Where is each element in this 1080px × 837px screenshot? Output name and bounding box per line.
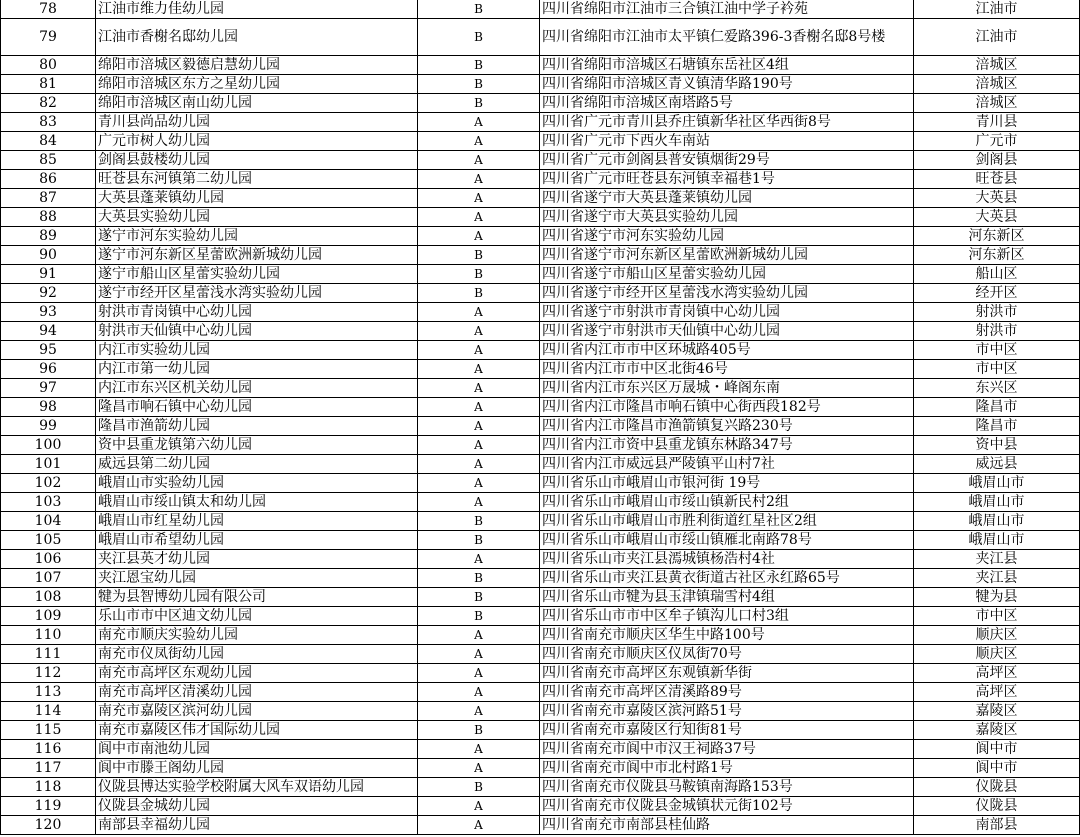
kindergarten-name-cell: 南充市高坪区东观幼儿园	[96, 664, 418, 683]
table-row	[1, 0, 1080, 19]
level-cell: A	[418, 341, 540, 360]
address-cell: 四川省南充市嘉陵区行知街81号	[540, 721, 914, 740]
row-number-cell: 116	[1, 740, 96, 759]
row-number-cell: 91	[1, 265, 96, 284]
row-number-cell: 113	[1, 683, 96, 702]
kindergarten-name-cell: 江油市维力佳幼儿园	[96, 0, 418, 19]
table-row	[1, 113, 1080, 132]
level-cell: A	[418, 550, 540, 569]
district-cell: 河东新区	[914, 227, 1080, 246]
row-number-cell: 95	[1, 341, 96, 360]
level-cell: A	[418, 455, 540, 474]
row-number-cell: 119	[1, 797, 96, 816]
level-cell: B	[418, 56, 540, 75]
row-number-cell: 92	[1, 284, 96, 303]
kindergarten-name-cell: 峨眉山市红星幼儿园	[96, 512, 418, 531]
level-cell: A	[418, 759, 540, 778]
level-cell: B	[418, 75, 540, 94]
address-cell: 四川省绵阳市涪城区石塘镇东岳社区4组	[540, 56, 914, 75]
district-cell: 经开区	[914, 284, 1080, 303]
level-cell: B	[418, 607, 540, 626]
table-row	[1, 436, 1080, 455]
level-cell: A	[418, 303, 540, 322]
address-cell: 四川省南充市顺庆区华生中路100号	[540, 626, 914, 645]
district-cell: 江油市	[914, 0, 1080, 19]
address-cell: 四川省遂宁市射洪市青岗镇中心幼儿园	[540, 303, 914, 322]
row-number-cell: 83	[1, 113, 96, 132]
row-number-cell: 112	[1, 664, 96, 683]
address-cell: 四川省乐山市峨眉山市胜利街道红星社区2组	[540, 512, 914, 531]
table-row	[1, 797, 1080, 816]
row-number-cell: 100	[1, 436, 96, 455]
district-cell: 市中区	[914, 607, 1080, 626]
table-row	[1, 360, 1080, 379]
table-row	[1, 284, 1080, 303]
district-cell: 峨眉山市	[914, 493, 1080, 512]
level-cell: A	[418, 797, 540, 816]
district-cell: 大英县	[914, 208, 1080, 227]
level-cell: B	[418, 588, 540, 607]
row-number-cell: 115	[1, 721, 96, 740]
kindergarten-name-cell: 大英县蓬莱镇幼儿园	[96, 189, 418, 208]
table-row	[1, 474, 1080, 493]
district-cell: 高坪区	[914, 683, 1080, 702]
level-cell: B	[418, 246, 540, 265]
level-cell: A	[418, 398, 540, 417]
kindergarten-name-cell: 犍为县智博幼儿园有限公司	[96, 588, 418, 607]
level-cell: A	[418, 113, 540, 132]
level-cell: A	[418, 189, 540, 208]
row-number-cell: 94	[1, 322, 96, 341]
table-body	[1, 0, 1080, 835]
address-cell: 四川省遂宁市船山区星蕾实验幼儿园	[540, 265, 914, 284]
kindergarten-name-cell: 夹江恩宝幼儿园	[96, 569, 418, 588]
district-cell: 船山区	[914, 265, 1080, 284]
kindergarten-name-cell: 阆中市滕王阁幼儿园	[96, 759, 418, 778]
district-cell: 射洪市	[914, 322, 1080, 341]
kindergarten-name-cell: 南充市嘉陵区滨河幼儿园	[96, 702, 418, 721]
table-row	[1, 151, 1080, 170]
district-cell: 资中县	[914, 436, 1080, 455]
table-row	[1, 227, 1080, 246]
address-cell: 四川省遂宁市大英县实验幼儿园	[540, 208, 914, 227]
table-row	[1, 702, 1080, 721]
district-cell: 市中区	[914, 341, 1080, 360]
district-cell: 河东新区	[914, 246, 1080, 265]
row-number-cell: 111	[1, 645, 96, 664]
address-cell: 四川省南充市高坪区东观镇新华街	[540, 664, 914, 683]
address-cell: 四川省内江市东兴区万晟城・峰阁东南	[540, 379, 914, 398]
address-cell: 四川省绵阳市江油市三合镇江油中学子衿苑	[540, 0, 914, 19]
district-cell: 顺庆区	[914, 626, 1080, 645]
kindergarten-name-cell: 遂宁市河东实验幼儿园	[96, 227, 418, 246]
row-number-cell: 99	[1, 417, 96, 436]
kindergarten-name-cell: 隆昌市响石镇中心幼儿园	[96, 398, 418, 417]
kindergarten-name-cell: 峨眉山市绥山镇太和幼儿园	[96, 493, 418, 512]
district-cell: 市中区	[914, 360, 1080, 379]
level-cell: A	[418, 740, 540, 759]
table-row	[1, 341, 1080, 360]
district-cell: 峨眉山市	[914, 512, 1080, 531]
address-cell: 四川省南充市仪陇县马鞍镇南海路153号	[540, 778, 914, 797]
address-cell: 四川省南充市嘉陵区滨河路51号	[540, 702, 914, 721]
row-number-cell: 89	[1, 227, 96, 246]
row-number-cell: 107	[1, 569, 96, 588]
level-cell: A	[418, 702, 540, 721]
kindergarten-name-cell: 南充市顺庆实验幼儿园	[96, 626, 418, 645]
address-cell: 四川省遂宁市河东实验幼儿园	[540, 227, 914, 246]
kindergarten-name-cell: 射洪市青岗镇中心幼儿园	[96, 303, 418, 322]
district-cell: 隆昌市	[914, 417, 1080, 436]
table-row	[1, 398, 1080, 417]
level-cell: A	[418, 626, 540, 645]
address-cell: 四川省遂宁市射洪市天仙镇中心幼儿园	[540, 322, 914, 341]
district-cell: 涪城区	[914, 56, 1080, 75]
address-cell: 四川省内江市市中区北街46号	[540, 360, 914, 379]
district-cell: 仪陇县	[914, 778, 1080, 797]
district-cell: 大英县	[914, 189, 1080, 208]
row-number-cell: 120	[1, 816, 96, 835]
kindergarten-name-cell: 资中县重龙镇第六幼儿园	[96, 436, 418, 455]
level-cell: A	[418, 664, 540, 683]
kindergarten-name-cell: 绵阳市涪城区东方之星幼儿园	[96, 75, 418, 94]
level-cell: B	[418, 778, 540, 797]
address-cell: 四川省乐山市峨眉山市银河街 19号	[540, 474, 914, 493]
address-cell: 四川省遂宁市经开区星蕾浅水湾实验幼儿园	[540, 284, 914, 303]
table-row	[1, 132, 1080, 151]
address-cell: 四川省乐山市夹江县黄衣街道古社区永红路65号	[540, 569, 914, 588]
kindergarten-name-cell: 剑阁县鼓楼幼儿园	[96, 151, 418, 170]
address-cell: 四川省内江市隆昌市渔箭镇复兴路230号	[540, 417, 914, 436]
district-cell: 旺苍县	[914, 170, 1080, 189]
address-cell: 四川省绵阳市涪城区南塔路5号	[540, 94, 914, 113]
table-row	[1, 778, 1080, 797]
district-cell: 涪城区	[914, 94, 1080, 113]
table-row	[1, 664, 1080, 683]
kindergarten-name-cell: 遂宁市经开区星蕾浅水湾实验幼儿园	[96, 284, 418, 303]
row-number-cell: 86	[1, 170, 96, 189]
address-cell: 四川省南充市阆中市汉王祠路37号	[540, 740, 914, 759]
table-row	[1, 19, 1080, 56]
district-cell: 顺庆区	[914, 645, 1080, 664]
district-cell: 隆昌市	[914, 398, 1080, 417]
row-number-cell: 84	[1, 132, 96, 151]
row-number-cell: 109	[1, 607, 96, 626]
level-cell: B	[418, 284, 540, 303]
kindergarten-name-cell: 夹江县英才幼儿园	[96, 550, 418, 569]
kindergarten-name-cell: 射洪市天仙镇中心幼儿园	[96, 322, 418, 341]
table-row	[1, 607, 1080, 626]
row-number-cell: 93	[1, 303, 96, 322]
kindergarten-name-cell: 仪陇县金城幼儿园	[96, 797, 418, 816]
row-number-cell: 117	[1, 759, 96, 778]
address-cell: 四川省乐山市犍为县玉津镇瑞雪村4组	[540, 588, 914, 607]
kindergarten-name-cell: 江油市香榭名邸幼儿园	[96, 19, 418, 56]
table-row	[1, 683, 1080, 702]
address-cell: 四川省乐山市峨眉山市绥山镇雁北南路78号	[540, 531, 914, 550]
district-cell: 峨眉山市	[914, 531, 1080, 550]
address-cell: 四川省遂宁市河东新区星蕾欧洲新城幼儿园	[540, 246, 914, 265]
level-cell: A	[418, 379, 540, 398]
level-cell: B	[418, 94, 540, 113]
district-cell: 嘉陵区	[914, 702, 1080, 721]
row-number-cell: 82	[1, 94, 96, 113]
district-cell: 涪城区	[914, 75, 1080, 94]
district-cell: 夹江县	[914, 569, 1080, 588]
row-number-cell: 105	[1, 531, 96, 550]
table-row	[1, 246, 1080, 265]
row-number-cell: 114	[1, 702, 96, 721]
kindergarten-name-cell: 绵阳市涪城区南山幼儿园	[96, 94, 418, 113]
level-cell: A	[418, 227, 540, 246]
row-number-cell: 103	[1, 493, 96, 512]
level-cell: B	[418, 0, 540, 19]
kindergarten-name-cell: 旺苍县东河镇第二幼儿园	[96, 170, 418, 189]
table-row	[1, 512, 1080, 531]
district-cell: 南部县	[914, 816, 1080, 835]
kindergarten-name-cell: 威远县第二幼儿园	[96, 455, 418, 474]
kindergarten-name-cell: 青川县尚品幼儿园	[96, 113, 418, 132]
table-row	[1, 816, 1080, 835]
address-cell: 四川省广元市青川县乔庄镇新华社区华西街8号	[540, 113, 914, 132]
address-cell: 四川省内江市隆昌市响石镇中心街西段182号	[540, 398, 914, 417]
kindergarten-name-cell: 内江市东兴区机关幼儿园	[96, 379, 418, 398]
row-number-cell: 80	[1, 56, 96, 75]
table-row	[1, 493, 1080, 512]
table-row	[1, 322, 1080, 341]
district-cell: 阆中市	[914, 759, 1080, 778]
level-cell: B	[418, 19, 540, 56]
level-cell: A	[418, 683, 540, 702]
address-cell: 四川省绵阳市江油市太平镇仁爱路396-3香榭名邸8号楼	[540, 19, 914, 56]
level-cell: B	[418, 512, 540, 531]
row-number-cell: 108	[1, 588, 96, 607]
table-row	[1, 759, 1080, 778]
kindergarten-name-cell: 大英县实验幼儿园	[96, 208, 418, 227]
level-cell: B	[418, 265, 540, 284]
kindergarten-name-cell: 南充市仪凤街幼儿园	[96, 645, 418, 664]
district-cell: 嘉陵区	[914, 721, 1080, 740]
level-cell: B	[418, 569, 540, 588]
district-cell: 射洪市	[914, 303, 1080, 322]
address-cell: 四川省内江市市中区环城路405号	[540, 341, 914, 360]
row-number-cell: 90	[1, 246, 96, 265]
level-cell: A	[418, 493, 540, 512]
table-row	[1, 208, 1080, 227]
address-cell: 四川省绵阳市涪城区青义镇清华路190号	[540, 75, 914, 94]
district-cell: 东兴区	[914, 379, 1080, 398]
level-cell: B	[418, 531, 540, 550]
kindergarten-name-cell: 内江市第一幼儿园	[96, 360, 418, 379]
row-number-cell: 87	[1, 189, 96, 208]
kindergarten-name-cell: 阆中市南池幼儿园	[96, 740, 418, 759]
level-cell: A	[418, 645, 540, 664]
district-cell: 剑阁县	[914, 151, 1080, 170]
table-row	[1, 455, 1080, 474]
address-cell: 四川省广元市旺苍县东河镇幸福巷1号	[540, 170, 914, 189]
table-row	[1, 189, 1080, 208]
kindergarten-name-cell: 南充市高坪区清溪幼儿园	[96, 683, 418, 702]
table-row	[1, 265, 1080, 284]
row-number-cell: 118	[1, 778, 96, 797]
row-number-cell: 78	[1, 0, 96, 19]
row-number-cell: 98	[1, 398, 96, 417]
address-cell: 四川省南充市阆中市北村路1号	[540, 759, 914, 778]
kindergarten-name-cell: 隆昌市渔箭幼儿园	[96, 417, 418, 436]
level-cell: A	[418, 436, 540, 455]
address-cell: 四川省南充市仪陇县金城镇状元街102号	[540, 797, 914, 816]
level-cell: A	[418, 474, 540, 493]
district-cell: 威远县	[914, 455, 1080, 474]
table-row	[1, 75, 1080, 94]
district-cell: 犍为县	[914, 588, 1080, 607]
row-number-cell: 85	[1, 151, 96, 170]
address-cell: 四川省内江市威远县严陵镇平山村7社	[540, 455, 914, 474]
row-number-cell: 81	[1, 75, 96, 94]
address-cell: 四川省乐山市市中区牟子镇沟儿口村3组	[540, 607, 914, 626]
address-cell: 四川省乐山市峨眉山市绥山镇新民村2组	[540, 493, 914, 512]
address-cell: 四川省内江市资中县重龙镇东林路347号	[540, 436, 914, 455]
address-cell: 四川省南充市高坪区清溪路89号	[540, 683, 914, 702]
table-row	[1, 417, 1080, 436]
table-row	[1, 569, 1080, 588]
row-number-cell: 106	[1, 550, 96, 569]
district-cell: 江油市	[914, 19, 1080, 56]
row-number-cell: 101	[1, 455, 96, 474]
table-row	[1, 721, 1080, 740]
level-cell: A	[418, 208, 540, 227]
table-row	[1, 740, 1080, 759]
table-row	[1, 550, 1080, 569]
address-cell: 四川省广元市下西火车南站	[540, 132, 914, 151]
district-cell: 广元市	[914, 132, 1080, 151]
address-cell: 四川省广元市剑阁县普安镇烟街29号	[540, 151, 914, 170]
row-number-cell: 102	[1, 474, 96, 493]
level-cell: A	[418, 170, 540, 189]
kindergarten-name-cell: 南部县幸福幼儿园	[96, 816, 418, 835]
address-cell: 四川省遂宁市大英县蓬莱镇幼儿园	[540, 189, 914, 208]
level-cell: A	[418, 132, 540, 151]
table-row	[1, 379, 1080, 398]
district-cell: 高坪区	[914, 664, 1080, 683]
row-number-cell: 79	[1, 19, 96, 56]
table-row	[1, 645, 1080, 664]
address-cell: 四川省南充市南部县桂仙路	[540, 816, 914, 835]
kindergarten-name-cell: 峨眉山市实验幼儿园	[96, 474, 418, 493]
table-row	[1, 588, 1080, 607]
level-cell: A	[418, 151, 540, 170]
level-cell: A	[418, 360, 540, 379]
kindergarten-name-cell: 峨眉山市希望幼儿园	[96, 531, 418, 550]
district-cell: 夹江县	[914, 550, 1080, 569]
table-row	[1, 531, 1080, 550]
table-row	[1, 303, 1080, 322]
level-cell: A	[418, 417, 540, 436]
kindergarten-name-cell: 乐山市市中区迪文幼儿园	[96, 607, 418, 626]
table-row	[1, 626, 1080, 645]
kindergarten-name-cell: 遂宁市河东新区星蕾欧洲新城幼儿园	[96, 246, 418, 265]
table-row	[1, 170, 1080, 189]
kindergarten-name-cell: 仪陇县博达实验学校附属大风车双语幼儿园	[96, 778, 418, 797]
kindergarten-name-cell: 遂宁市船山区星蕾实验幼儿园	[96, 265, 418, 284]
row-number-cell: 110	[1, 626, 96, 645]
district-cell: 阆中市	[914, 740, 1080, 759]
row-number-cell: 97	[1, 379, 96, 398]
row-number-cell: 104	[1, 512, 96, 531]
district-cell: 青川县	[914, 113, 1080, 132]
level-cell: B	[418, 721, 540, 740]
table-row	[1, 94, 1080, 113]
address-cell: 四川省南充市顺庆区仪凤街70号	[540, 645, 914, 664]
table-row	[1, 56, 1080, 75]
kindergarten-name-cell: 广元市树人幼儿园	[96, 132, 418, 151]
row-number-cell: 88	[1, 208, 96, 227]
kindergarten-name-cell: 内江市实验幼儿园	[96, 341, 418, 360]
kindergarten-name-cell: 绵阳市涪城区毅德启慧幼儿园	[96, 56, 418, 75]
kindergarten-name-cell: 南充市嘉陵区伟才国际幼儿园	[96, 721, 418, 740]
district-cell: 仪陇县	[914, 797, 1080, 816]
level-cell: A	[418, 816, 540, 835]
address-cell: 四川省乐山市夹江县漹城镇杨浩村4社	[540, 550, 914, 569]
district-cell: 峨眉山市	[914, 474, 1080, 493]
level-cell: A	[418, 322, 540, 341]
row-number-cell: 96	[1, 360, 96, 379]
